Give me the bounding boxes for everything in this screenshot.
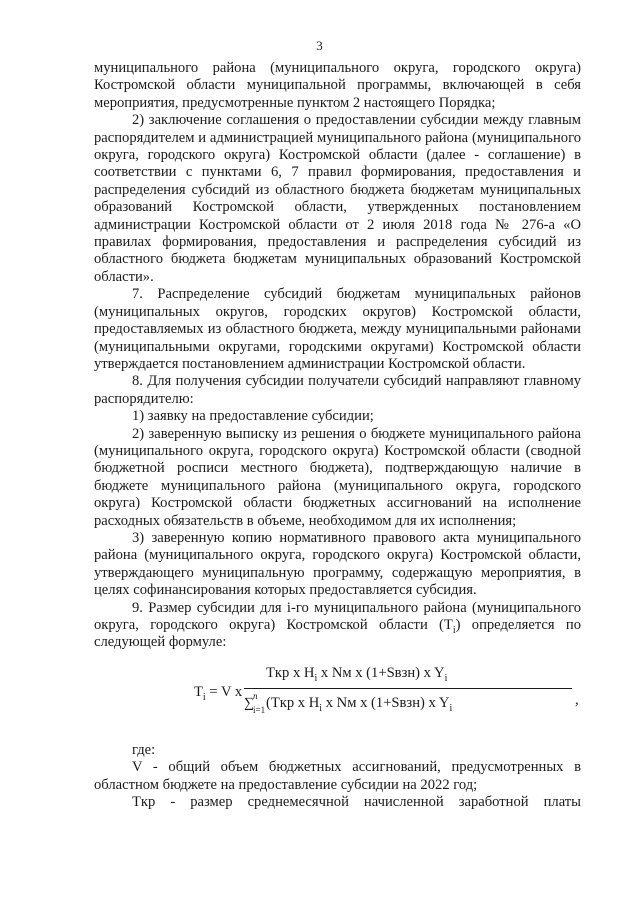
formula-comma: , <box>575 691 579 708</box>
subsidy-formula <box>94 662 581 740</box>
denominator-part-b: x Nм x (1+Sвзн) x Y <box>322 694 450 711</box>
denominator-part-a: (Tкр x H <box>266 694 320 711</box>
paragraph-9-tail: ) определяется по следующей формуле: <box>94 617 581 651</box>
sum-symbol: ∑ n i=1 <box>244 695 266 712</box>
paragraph-9-text: 9. Размер субсидии для i-го муниципального района (муниципального округа, городского округа) Костромской области (T <box>94 599 581 633</box>
where-label: где: <box>132 741 156 758</box>
paragraph-9-subscript: i <box>452 624 456 636</box>
formula-denominator <box>244 690 453 715</box>
paragraph-2: 2) заключение соглашения о предоставлении субсидии между главным распорядителем и администрацией муниципального района (муниципального округа, городского округа) Костромской области (далее - соглашение) в соответствии с пунктами 6, 7 правил формирования, предоставления и распределения субсидий из областного бюджета бюджетам муниципальных образований Костромской области, утвержденных постановлением администрации Костромской области от 2 июля 2018 года № 276-а «О правилах формирования, предоставления и распределения субсидий из областного бюджета бюджетам муниципальных образований Костромской области». <box>94 112 581 285</box>
formula-lhs-tail: = V x <box>205 683 243 700</box>
definition-v: V - общий объем бюджетных ассигнований, предусмотренных в областном бюджете на предоставление субсидии на 2022 год; <box>94 759 581 793</box>
denominator-subscript-2: i <box>449 702 453 714</box>
paragraph-9 <box>94 600 581 652</box>
list-item-3: 3) заверенную копию нормативного правового акта муниципального района (муниципального округа, городского округа) Костромской области, утверждающего муниципальную программу, содержащую мероприятия, в целях софинансирования которых предоставляется субсидия. <box>94 529 581 599</box>
fraction-bar <box>244 688 572 689</box>
numerator-subscript: i <box>314 672 318 684</box>
paragraph-8: 8. Для получения субсидии получатели субсидий направляют главному распорядителю: <box>94 373 581 407</box>
paragraph-intro: муниципального района (муниципального округа, городского округа) Костромской области муниципальной программы, включающей в себя мероприятия, предусмотренные пунктом 2 настоящего Порядка; <box>94 60 581 111</box>
formula-lhs-symbol: T <box>194 683 203 700</box>
numerator-subscript-2: i <box>444 672 448 684</box>
formula-lhs-subscript: i <box>202 691 206 703</box>
numerator-part-a: Tкр x H <box>266 664 315 681</box>
formula-numerator <box>266 665 447 682</box>
sum-lower-limit: i=1 <box>253 704 266 715</box>
body-text <box>94 60 581 811</box>
numerator-part-b: x Nм x (1+Sвзн) x Y <box>317 664 445 681</box>
sum-upper-limit: n <box>253 690 258 701</box>
list-item-2: 2) заверенную выписку из решения о бюджете муниципального района (муниципального округа, городского округа) Костромской области (сводной бюджетной росписи местного бюджета), подтверждающую наличие в бюджете муниципального района (муниципального округа, городского округа) Костромской области бюджетных ассигнований на исполнение расходных обязательств в объеме, необходимом для их исполнения; <box>94 425 581 529</box>
page-number: 3 <box>316 38 323 53</box>
definition-tkr: Tкр - размер среднемесячной начисленной заработной платы <box>132 794 581 811</box>
paragraph-7: 7. Распределение субсидий бюджетам муниципальных районов (муниципальных округов, городских округов) Костромской области, предоставляемых из областного бюджета, между муниципальными районами (муниципальными округами, городскими округами) Костромской области утверждается постановлением администрации Костромской области. <box>94 286 581 372</box>
list-item-1: 1) заявку на предоставление субсидии; <box>132 408 374 425</box>
formula-lhs <box>194 684 242 701</box>
denominator-subscript: i <box>319 702 323 714</box>
